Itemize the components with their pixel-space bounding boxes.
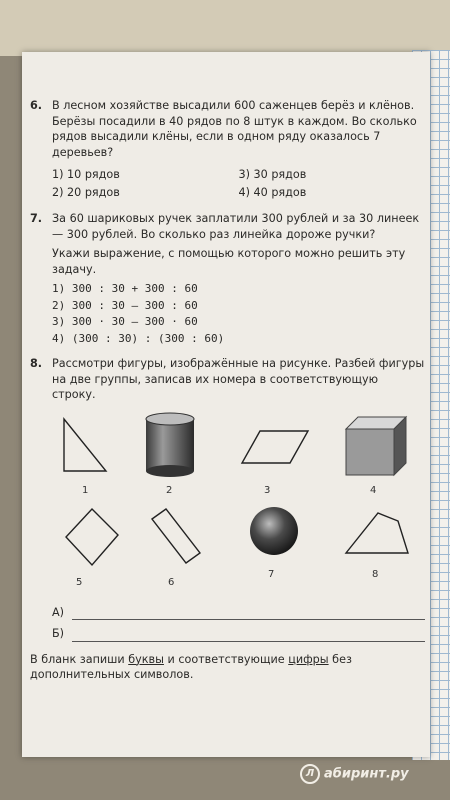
option[interactable]: 3) 300 · 30 – 300 · 60	[52, 315, 198, 328]
figure-label: 8	[372, 568, 379, 580]
option[interactable]: 2) 300 : 30 – 300 : 60	[52, 298, 198, 312]
question-text: За 60 шариковых ручек заплатили 300 рублей и за 30 линеек — 300 рублей. Во сколько раз линейка дороже ручки?	[52, 212, 420, 241]
answer-label: А)	[52, 605, 65, 619]
question-7	[30, 211, 425, 346]
right-triangle-figure	[60, 415, 110, 475]
answer-row-a	[52, 605, 425, 621]
question-text: Рассмотри фигуры, изображённые на рисунке. Разбей фигуры на две группы, записав их номера в соответствующую строку.	[52, 357, 425, 401]
note-text: В бланк запиши	[30, 652, 129, 666]
sphere-figure	[246, 503, 302, 559]
rhombus-figure	[62, 505, 122, 569]
answer-field-b[interactable]	[72, 627, 425, 642]
answer-field-a[interactable]	[72, 605, 425, 620]
cylinder-figure	[142, 411, 198, 479]
parallelogram-figure	[240, 427, 312, 467]
figure-label: 4	[370, 484, 377, 496]
answer-options	[52, 166, 425, 201]
option[interactable]: 4) (300 : 30) : (300 : 60)	[52, 331, 225, 345]
answer-label: Б)	[52, 627, 65, 640]
answer-row-b	[52, 626, 425, 642]
rectangle-figure	[148, 505, 204, 569]
question-number: 6.	[30, 99, 43, 112]
trapezoid-figure	[342, 509, 412, 559]
wall-background	[0, 0, 450, 56]
option[interactable]: 1) 10 рядов	[52, 168, 120, 181]
figures-area	[52, 409, 425, 599]
note-underlined: цифры	[288, 652, 329, 666]
cube-figure	[342, 413, 412, 479]
page-content	[30, 98, 425, 683]
note-underlined: буквы	[128, 652, 164, 666]
option[interactable]: 3) 30 рядов	[238, 168, 307, 181]
figure-label: 7	[268, 568, 275, 580]
question-8	[30, 356, 425, 642]
figure-label: 1	[82, 484, 89, 496]
logo-icon: Л	[300, 764, 320, 784]
note-text: и соответствующие	[163, 652, 289, 666]
question-text: В лесном хозяйстве высадили 600 саженцев берёз и клёнов. Берёзы посадили в 40 рядов по 8 штук в каждом. Во сколько рядов высадили клёны, если в одном ряду оказалось 7 деревьев?	[52, 99, 417, 159]
figure-label: 2	[166, 484, 173, 496]
watermark-logo	[300, 764, 409, 784]
note-text: без дополнительных символов.	[30, 652, 352, 681]
question-instruction: Укажи выражение, с помощью которого можно решить эту задачу.	[52, 247, 406, 276]
watermark-text: абиринт.ру	[324, 766, 409, 782]
question-number: 8.	[30, 357, 43, 370]
option[interactable]: 4) 40 рядов	[238, 185, 307, 199]
option[interactable]: 1) 300 : 30 + 300 : 60	[52, 282, 198, 295]
figure-label: 3	[264, 484, 271, 496]
instruction-note	[30, 652, 425, 683]
figure-label: 5	[76, 576, 83, 588]
figure-label: 6	[168, 576, 175, 588]
question-number: 7.	[30, 212, 43, 225]
question-6	[30, 98, 425, 201]
answer-options	[52, 281, 425, 346]
option[interactable]: 2) 20 рядов	[52, 185, 120, 199]
